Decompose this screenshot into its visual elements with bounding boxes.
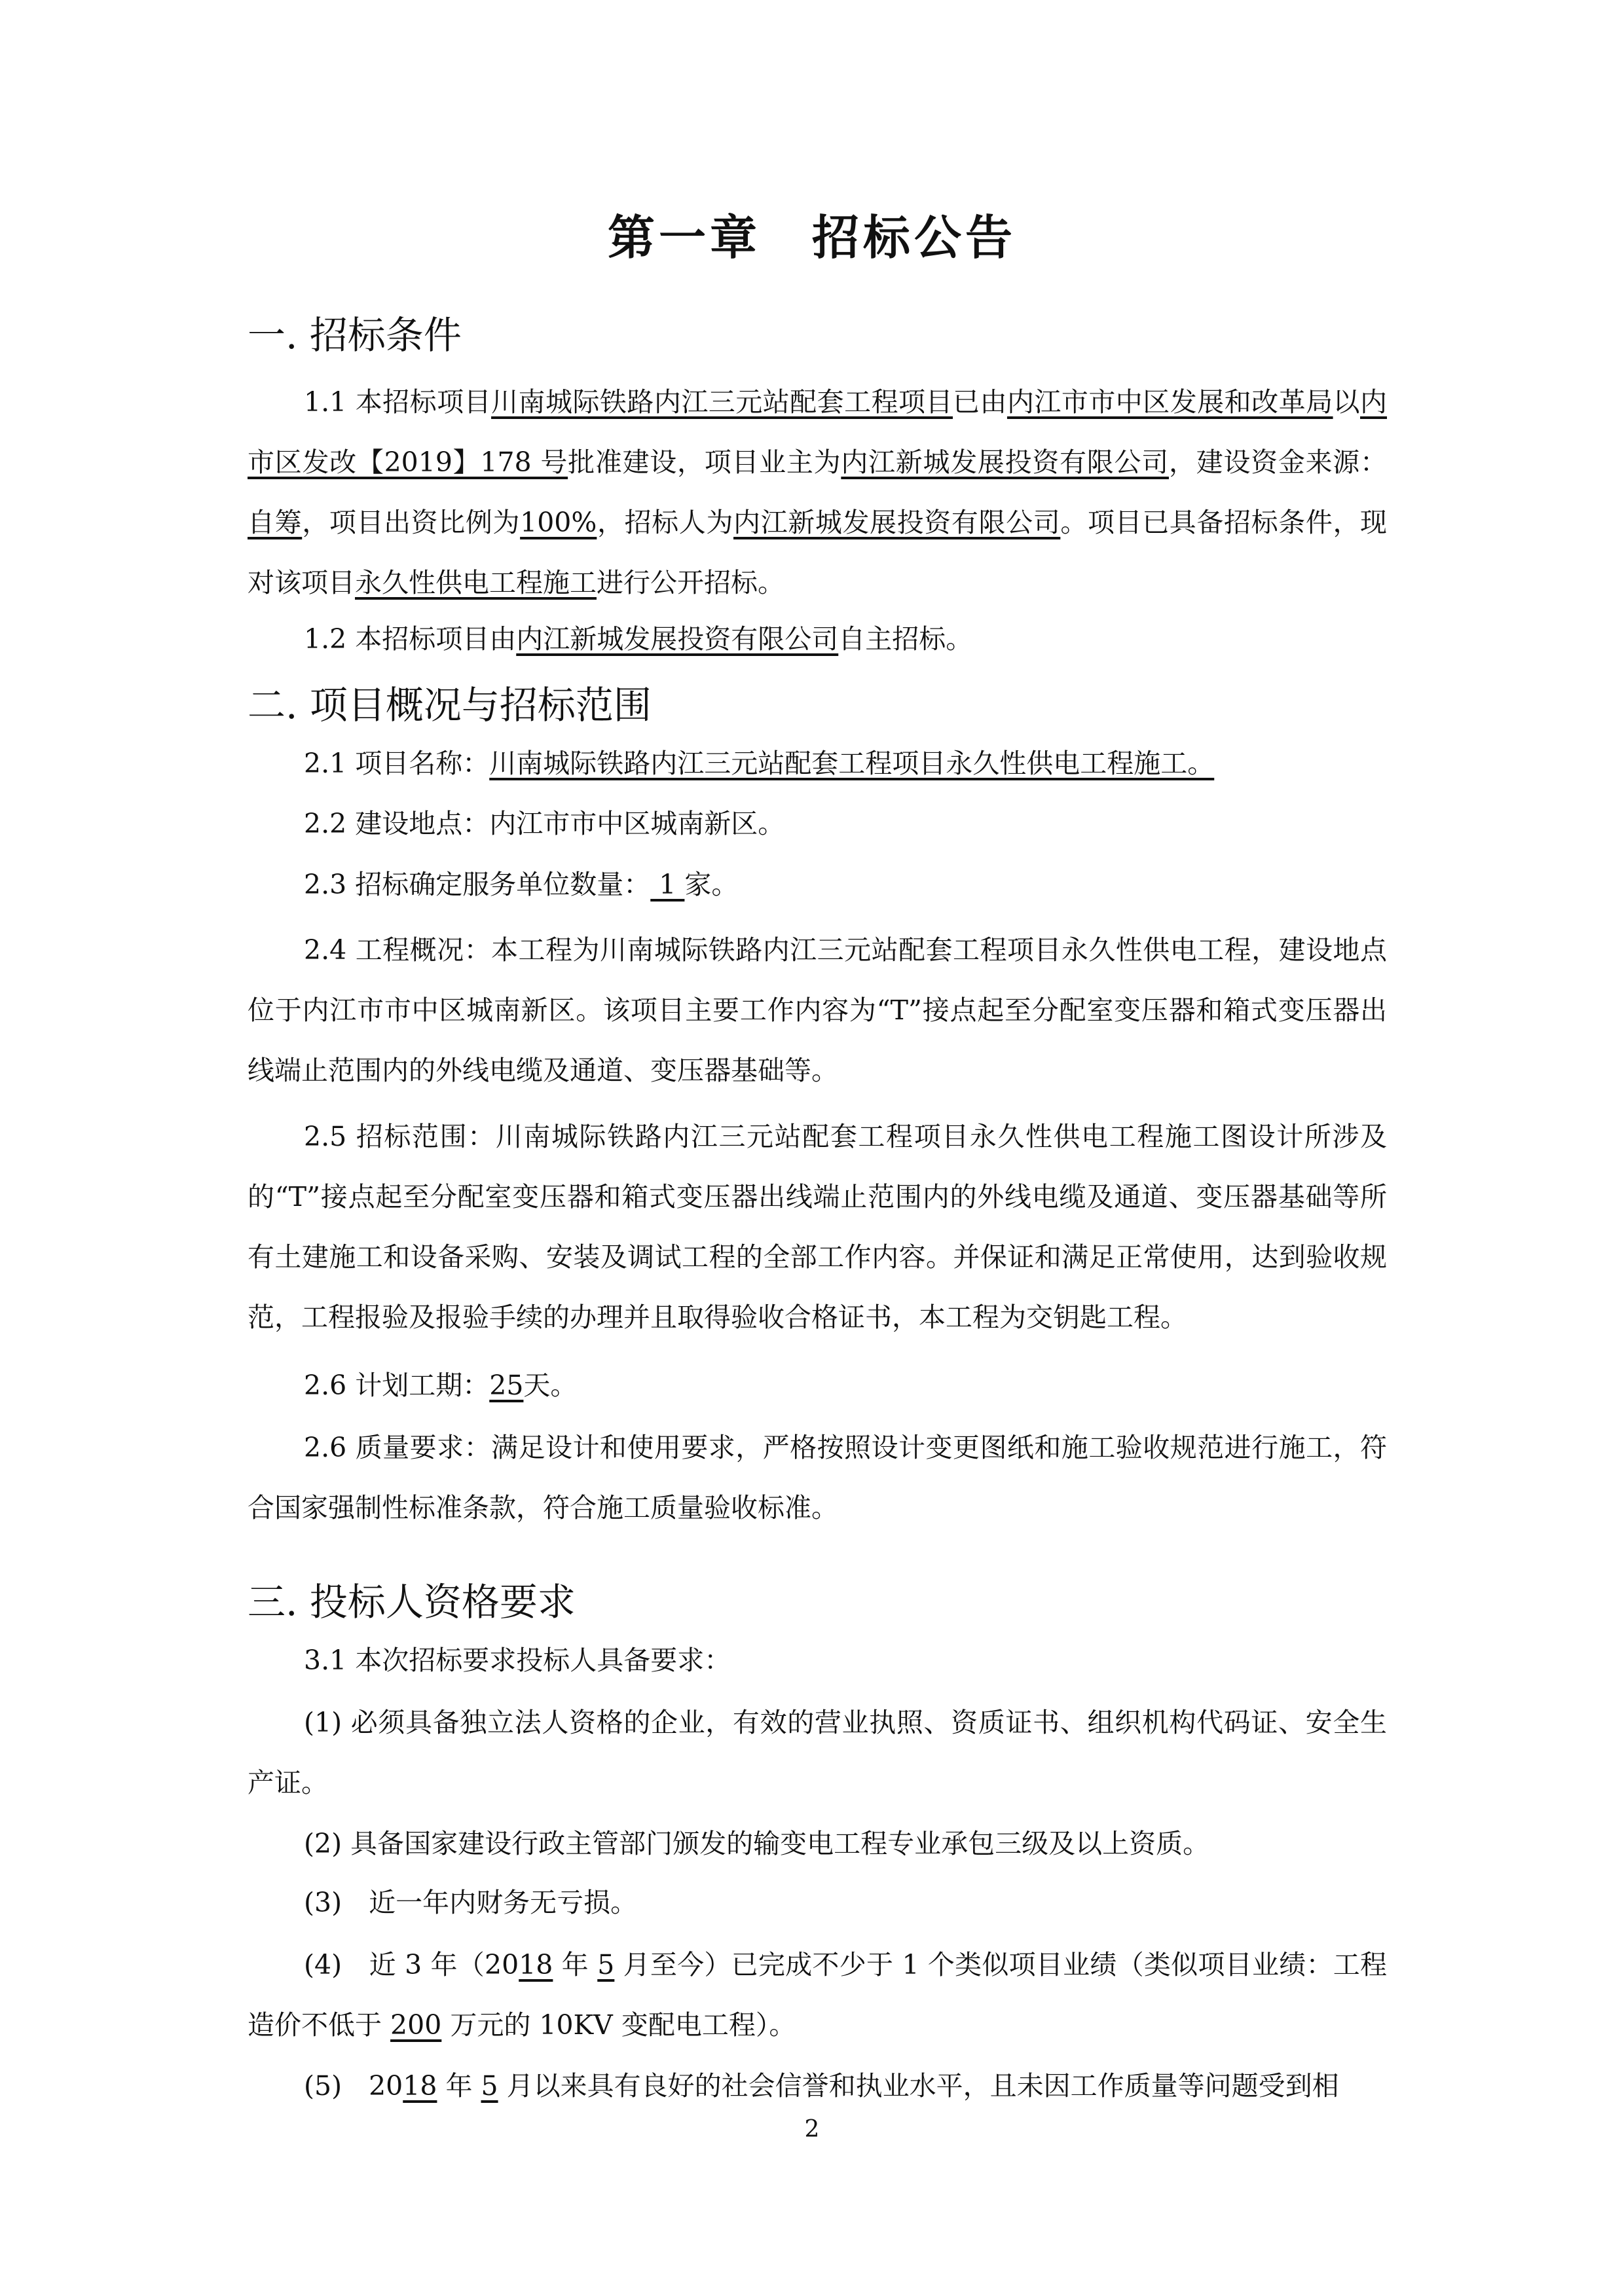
tender-agent: 内江新城发展投资有限公司	[516, 623, 839, 655]
paragraph-2-3	[248, 854, 1387, 915]
text: 已由	[953, 386, 1007, 418]
paragraph-2-2: 2.2 建设地点：内江市市中区城南新区。	[304, 808, 785, 839]
text: 1.1 本招标项目	[304, 386, 492, 418]
funding-ratio: 100%	[520, 507, 597, 538]
text: 2.6 计划工期：	[304, 1370, 490, 1401]
text: ，建设资金来源：	[1168, 446, 1388, 478]
text: 自主招标。	[838, 623, 973, 655]
page-number: 2	[804, 2116, 820, 2143]
funding-source: 自筹	[248, 507, 303, 538]
text: 1.2 本招标项目由	[304, 623, 517, 655]
unit-count: 1	[650, 869, 685, 900]
approval-authority: 内江市市中区发展和改革局	[1006, 386, 1333, 418]
section-heading-2: 二. 项目概况与招标范围	[248, 683, 652, 727]
text: 批准建设，项目业主为	[568, 446, 841, 478]
requirement-item-4	[248, 1935, 1387, 2055]
text: (5) 20	[304, 2070, 403, 2102]
paragraph-2-6-duration	[248, 1355, 1387, 1415]
paragraph-2-1	[248, 733, 1387, 793]
duration-days: 25	[489, 1370, 524, 1401]
text: ，项目出资比例为	[302, 507, 521, 538]
text: 天。	[523, 1370, 578, 1401]
cost-value: 200	[390, 2009, 442, 2041]
text: ，招标人为	[597, 507, 734, 538]
text: 月至今）已完成不少于 1 个类似项目业绩（类似项目业绩：工程造价不低于	[248, 1949, 1387, 2041]
text: 年	[437, 2070, 481, 2102]
text: 。项目已具备招标条件，现对该项目	[248, 507, 1388, 598]
text: (4) 近 3 年（20	[304, 1949, 519, 1980]
paragraph-1-2	[248, 609, 1387, 669]
project-owner: 内江新城发展投资有限公司	[841, 446, 1169, 478]
text: 2.3 招标确定服务单位数量：	[304, 869, 651, 900]
text: 2.1 项目名称：	[304, 748, 490, 779]
paragraph-2-4: 2.4 工程概况：本工程为川南城际铁路内江三元站配套工程项目永久性供电工程，建设地点位于内江市市中区城南新区。该项目主要工作内容为“T”接点起至分配室变压器和箱式变压器出线端止范围内的外线电缆及通道、变压器基础等。	[248, 934, 1387, 1086]
requirement-item-1: (1) 必须具备独立法人资格的企业，有效的营业执照、资质证书、组织机构代码证、安全生产证。	[248, 1707, 1387, 1798]
project-name: 川南城际铁路内江三元站配套工程项目	[491, 386, 953, 418]
paragraph-1-1	[248, 372, 1387, 613]
tenderer: 内江新城发展投资有限公司	[733, 507, 1061, 538]
requirement-item-5	[248, 2056, 1387, 2116]
chapter-title: 第一章 招标公告	[607, 210, 1016, 265]
paragraph-2-6-quality: 2.6 质量要求：满足设计和使用要求，严格按照设计变更图纸和施工验收规范进行施工，符合国家强制性标准条款，符合施工质量验收标准。	[248, 1432, 1387, 1523]
text: 万元的 10KV 变配电工程）。	[441, 2009, 796, 2041]
section-heading-1: 一. 招标条件	[248, 313, 462, 357]
text: 以	[1333, 386, 1361, 418]
text: 月以来具有良好的社会信誉和执业水平，且未因工作质量等问题受到相	[498, 2070, 1339, 2102]
approval-number: 内市区发改【2019】178 号	[248, 386, 1388, 478]
year-value: 18	[519, 1949, 553, 1980]
project-title: 川南城际铁路内江三元站配套工程项目永久性供电工程施工。	[489, 748, 1215, 779]
text: 年	[553, 1949, 598, 1980]
section-heading-3: 三. 投标人资格要求	[248, 1580, 576, 1624]
requirement-item-3: (3) 近一年内财务无亏损。	[304, 1887, 638, 1918]
paragraph-3-1: 3.1 本次招标要求投标人具备要求：	[304, 1645, 731, 1676]
paragraph-2-5: 2.5 招标范围：川南城际铁路内江三元站配套工程项目永久性供电工程施工图设计所涉及的“T”接点起至分配室变压器和箱式变压器出线端止范围内的外线电缆及通道、变压器基础等所有土建施工和设备采购、安装及调试工程的全部工作内容。并保证和满足正常使用，达到验收规范，工程报验及报验手续的办理并且取得验收合格证书，本工程为交钥匙工程。	[248, 1121, 1387, 1333]
month-value: 5	[481, 2070, 498, 2102]
requirement-item-2: (2) 具备国家建设行政主管部门颁发的输变电工程专业承包三级及以上资质。	[304, 1828, 1210, 1859]
text: 进行公开招标。	[597, 567, 784, 598]
tender-item: 永久性供电工程施工	[355, 567, 597, 598]
month-value: 5	[597, 1949, 615, 1980]
year-value: 18	[403, 2070, 437, 2102]
text: 家。	[684, 869, 739, 900]
